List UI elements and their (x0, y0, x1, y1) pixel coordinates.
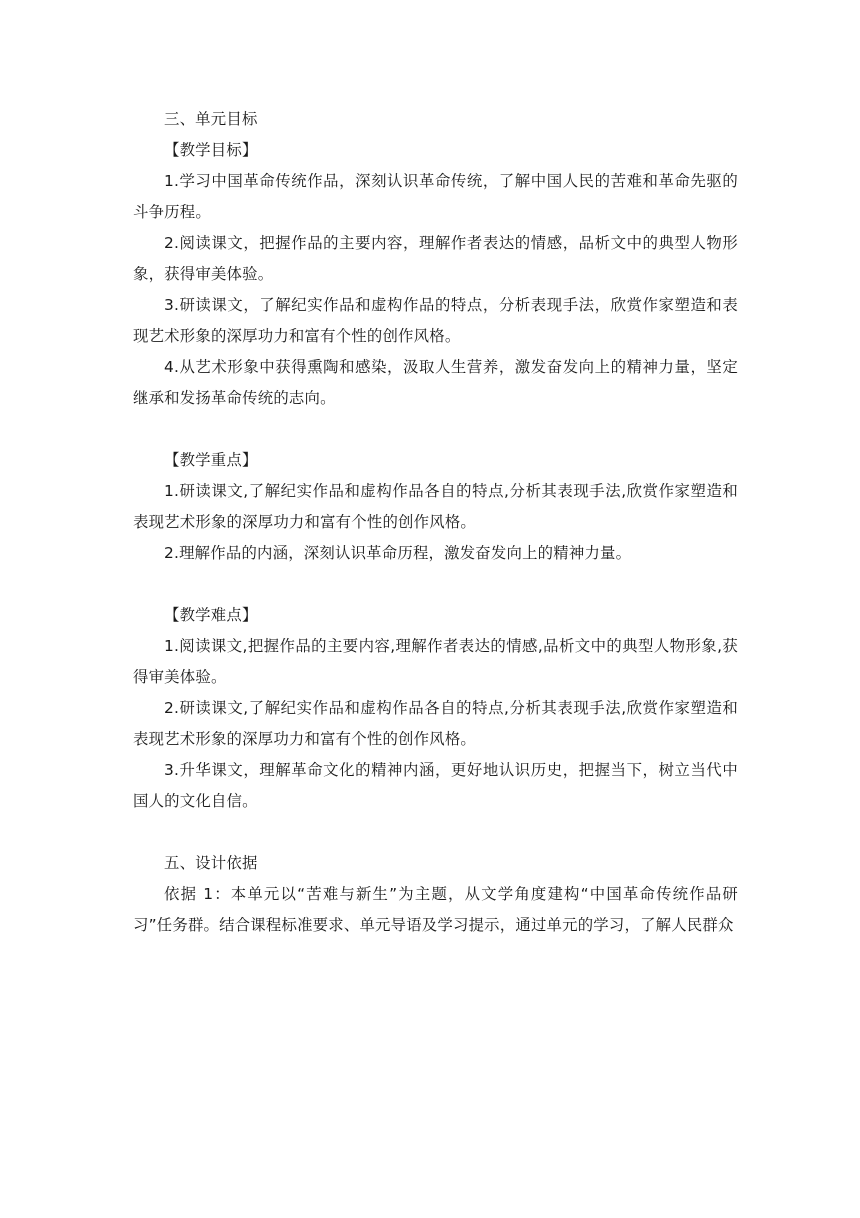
teaching-goal-2: 2.阅读课文，把握作品的主要内容，理解作者表达的情感，品析文中的典型人物形象，获得审美体验。 (133, 234, 738, 283)
document-body (133, 104, 738, 941)
difficulty-3: 3.升华课文，理解革命文化的精神内涵，更好地认识历史，把握当下，树立当代中国人的文化自信。 (133, 761, 738, 810)
teaching-goal-3: 3.研读课文，了解纪实作品和虚构作品的特点，分析表现手法，欣赏作家塑造和表现艺术形象的深厚功力和富有个性的创作风格。 (133, 296, 738, 345)
difficulty-1: 1.阅读课文,把握作品的主要内容,理解作者表达的情感,品析文中的典型人物形象,获得审美体验。 (133, 637, 738, 686)
section-heading-unit-goals: 三、单元目标 (164, 110, 258, 128)
spacer (133, 414, 738, 445)
section-heading-design-basis: 五、设计依据 (164, 854, 258, 872)
teaching-goal-4: 4.从艺术形象中获得熏陶和感染，汲取人生营养，激发奋发向上的精神力量，坚定继承和发扬革命传统的志向。 (133, 358, 738, 407)
spacer (133, 817, 738, 848)
spacer (133, 569, 738, 600)
key-point-2: 2.理解作品的内涵，深刻认识革命历程，激发奋发向上的精神力量。 (164, 544, 632, 562)
section-heading-key-points: 【教学重点】 (164, 451, 258, 469)
teaching-goal-1: 1.学习中国革命传统作品，深刻认识革命传统，了解中国人民的苦难和革命先驱的斗争历程。 (133, 172, 738, 221)
section-heading-teaching-goals: 【教学目标】 (164, 141, 258, 159)
design-basis-1: 依据 1：本单元以“苦难与新生”为主题，从文学角度建构“中国革命传统作品研习”任务群。结合课程标准要求、单元导语及学习提示，通过单元的学习，了解人民群众 (133, 885, 738, 934)
key-point-1: 1.研读课文,了解纪实作品和虚构作品各自的特点,分析其表现手法,欣赏作家塑造和表现艺术形象的深厚功力和富有个性的创作风格。 (133, 482, 738, 531)
section-heading-difficulties: 【教学难点】 (164, 606, 258, 624)
difficulty-2: 2.研读课文,了解纪实作品和虚构作品各自的特点,分析其表现手法,欣赏作家塑造和表现艺术形象的深厚功力和富有个性的创作风格。 (133, 699, 738, 748)
